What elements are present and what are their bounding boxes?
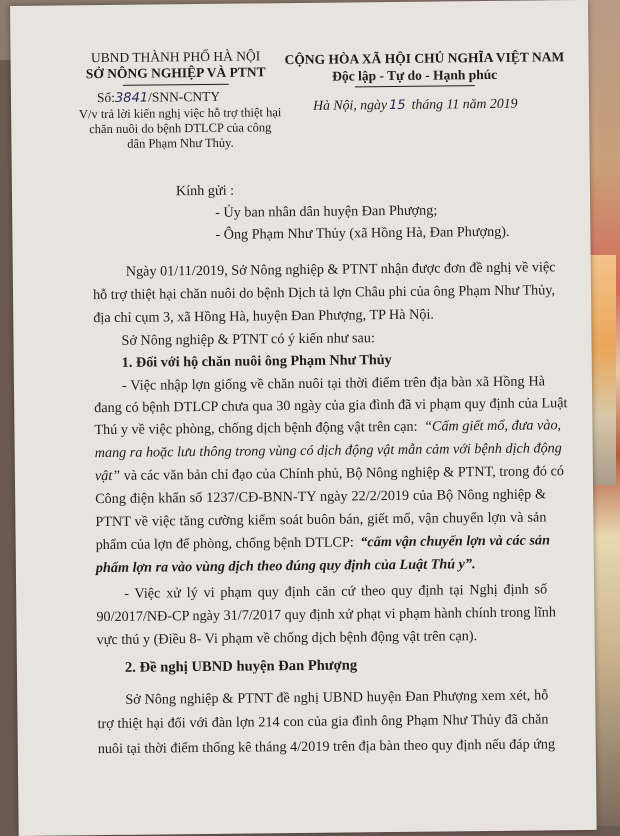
recipient-2: - Ông Phạm Như Thủy (xã Hồng Hà, Đan Phượng). (215, 223, 510, 243)
number-handwritten: 3841 (114, 90, 149, 106)
number-suffix: /SNN-CNTY (147, 88, 221, 105)
intro-line-3: địa chỉ cụm 3, xã Hồng Hà, huyện Đan Phượng, TP Hà Nội. (93, 306, 435, 327)
s1p2-line-3: vực thú y (Điều 8- Vi phạm về chống dịch bệnh động vật trên cạn). (96, 628, 478, 649)
agency-underline (123, 84, 229, 86)
s1-line-6: Công điện khẩn số 1237/CĐ-BNN-TY ngày 22/2/2019 của Bộ Nông nghiệp & (95, 486, 547, 508)
recipients-label: Kính gửi : (175, 182, 235, 200)
date-day-handwritten: 15 (388, 97, 406, 114)
number-prefix: Số: (96, 89, 116, 106)
subject-line-3: dân Phạm Như Thủy. (127, 135, 234, 151)
subject-line-1: V/v trả lời kiến nghị việc hỗ trợ thiệt hại (78, 105, 282, 122)
s1-line-2: đang có bệnh DTLCP chưa qua 30 ngày của gia đình đã vi phạm quy định của Luật (94, 395, 568, 417)
quote-1-end: vật” (94, 467, 121, 485)
s1-line-8-text: phẩm của lợn để phòng, chống bệnh DTLCP: (95, 534, 354, 554)
opinion-line: Sở Nông nghiệp & PTNT có ý kiến như sau: (121, 330, 375, 349)
s1-line-1: - Việc nhập lợn giống về chăn nuôi tại thời điểm trên địa bàn xã Hồng Hà (121, 373, 546, 394)
date-prefix: Hà Nội, ngày (312, 97, 388, 113)
s2-line-1: Sở Nông nghiệp & PTNT đề nghị UBND huyện Đan Phượng xem xét, hỗ (125, 687, 549, 708)
nation-title: CỘNG HÒA XÃ HỘI CHỦ NGHĨA VIỆT NAM (284, 49, 565, 68)
quote-2-start: “cấm vận chuyển lợn và các sản (360, 532, 551, 551)
date-suffix: tháng 11 năm 2019 (411, 95, 518, 112)
quote-2-end: phẩm lợn ra vào vùng dịch theo đúng quy định của Luật Thú y”. (95, 556, 476, 577)
intro-line-1: Ngày 01/11/2019, Sở Nông nghiệp & PTNT nhận được đơn đề nghị về việc (125, 259, 556, 280)
intro-line-2: hỗ trợ thiệt hại chăn nuôi do bệnh Dịch tả lợn Châu phi của ông Phạm Như Thủy, (92, 282, 556, 304)
s2-line-2: trợ thiệt hại đối với đàn lợn 214 con của gia đình ông Phạm Như Thủy đã chăn (97, 711, 549, 733)
s1p2-line-1: - Việc xử lý vi phạm quy định căn cứ theo quy định tại Nghị định số (124, 581, 548, 602)
quote-1-middle: mang ra hoặc lưu thông trong vùng có dịch động vật mẫn cảm với bệnh dịch động (94, 440, 562, 462)
s1-line-8 (96, 531, 551, 554)
s1-line-3 (94, 416, 561, 439)
agency-name: SỞ NÔNG NGHIỆP VÀ PTNT (85, 64, 266, 82)
national-motto: Độc lập - Tự do - Hạnh phúc (332, 66, 498, 84)
document-paper (10, 0, 597, 836)
section-2-title: 2. Đề nghị UBND huyện Đan Phượng (124, 657, 358, 676)
s2-line-3: nuôi tại thời điểm thống kê tháng 4/2019 trên địa bàn theo quy định nếu đáp ứng (97, 736, 556, 758)
section-1-title: 1. Đối với hộ chăn nuôi ông Phạm Như Thủy (121, 352, 392, 371)
official-letter (10, 0, 597, 836)
s1p2-line-2: 90/2017/NĐ-CP ngày 31/7/2017 quy định xử phạt vi phạm hành chính trong lĩnh (96, 604, 557, 626)
s1-line-5 (94, 462, 565, 485)
subject-line-2: chăn nuôi do bệnh DTLCP của công (89, 120, 272, 137)
motto-underline (355, 85, 475, 87)
date-line (313, 95, 518, 116)
quote-1-start: “Cấm giết mổ, đưa vào, (423, 417, 562, 435)
recipient-1: - Ủy ban nhân dân huyện Đan Phượng; (215, 202, 438, 221)
s1-line-7: PTNT về việc tăng cường kiểm soát buôn bán, giết mổ, vận chuyển lợn và sản (95, 509, 547, 531)
s1-line-5-text: và các văn bản chỉ đạo của Chính phủ, Bộ Nông nghiệp & PTNT, trong đó có (123, 463, 565, 484)
s1-line-3-text: Thú y về việc phòng, chống dịch bệnh động vật trên cạn: (94, 418, 418, 439)
agency-parent: UBND THÀNH PHỐ HÀ NỘI (90, 48, 261, 66)
